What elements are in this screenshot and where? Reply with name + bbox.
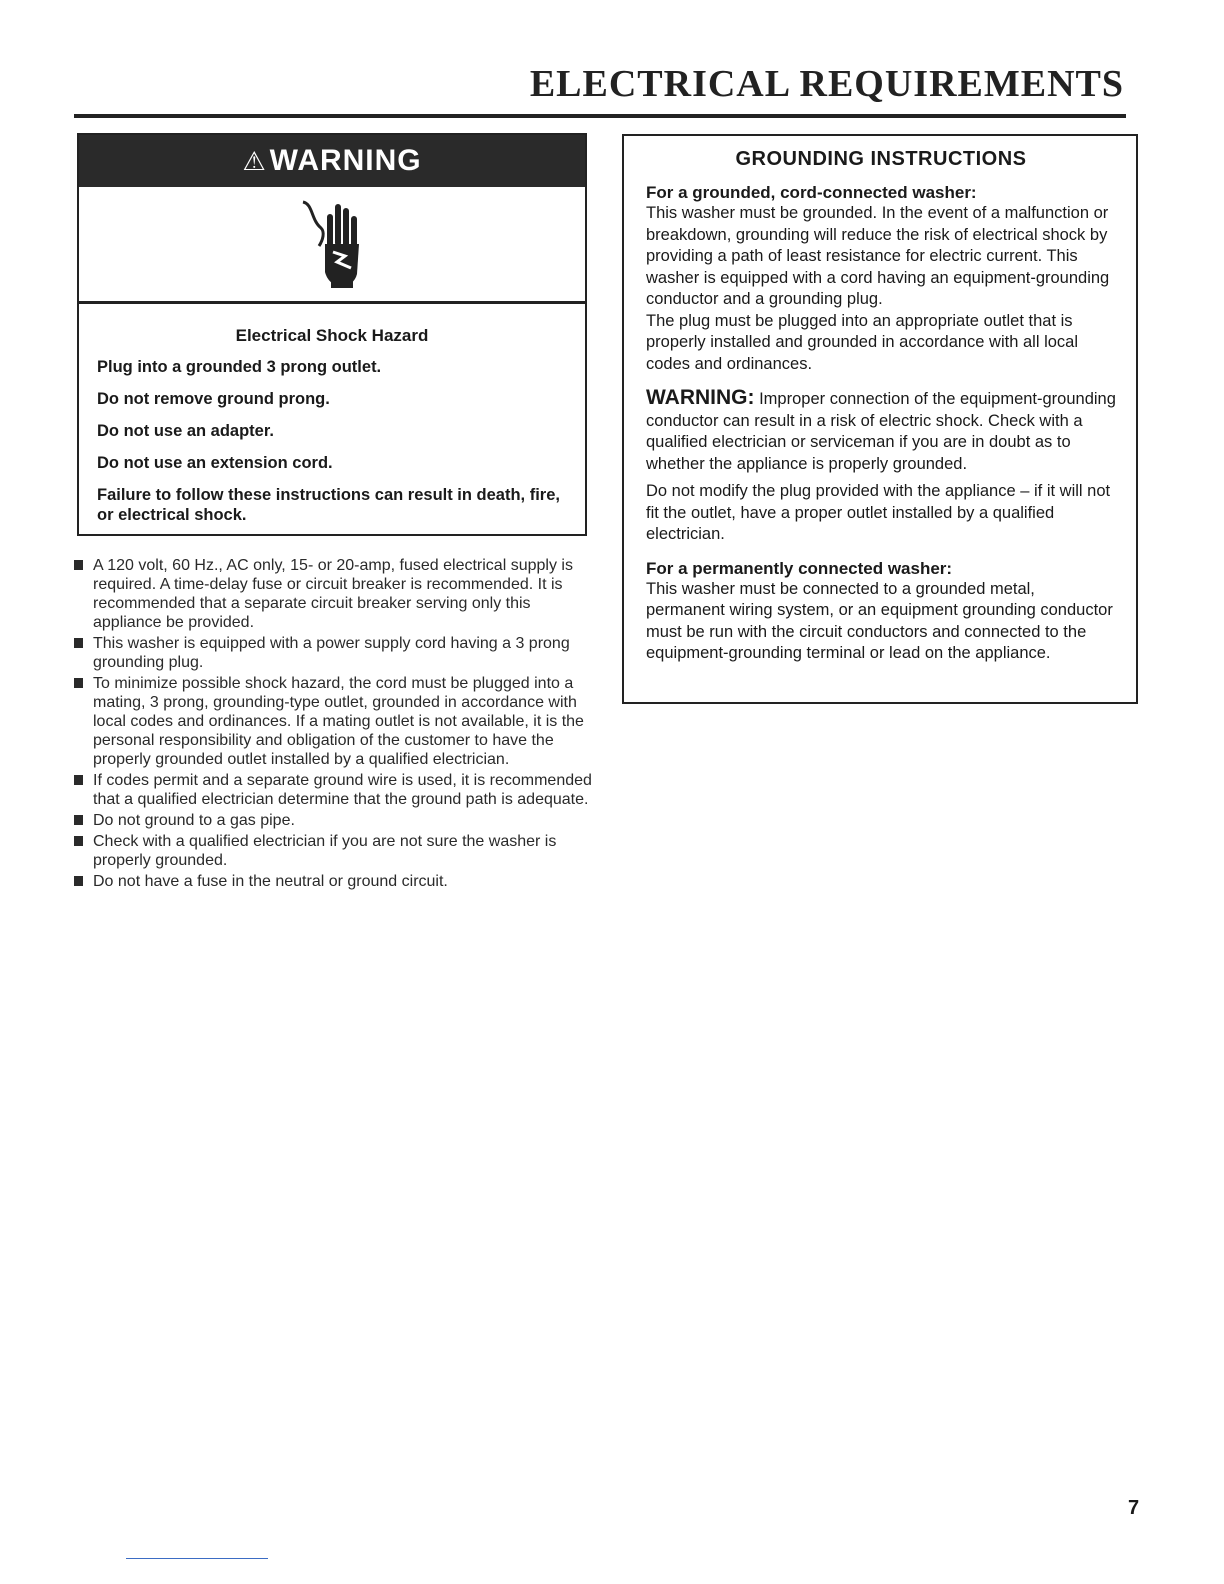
list-item: Do not ground to a gas pipe. bbox=[74, 811, 599, 830]
page-number: 7 bbox=[1128, 1497, 1140, 1519]
grounding-instructions-box bbox=[622, 134, 1138, 704]
bullet-square-icon bbox=[74, 775, 83, 785]
bullet-square-icon bbox=[74, 678, 83, 688]
list-item: Check with a qualified electrician if you are not sure the washer is properly grounded. bbox=[74, 832, 599, 870]
grounding-title: GROUNDING INSTRUCTIONS bbox=[735, 148, 1027, 170]
warning-line: Failure to follow these instructions can result in death, fire, or electrical shock. bbox=[97, 486, 560, 524]
cord-connected-heading: For a grounded, cord-connected washer: bbox=[646, 183, 977, 202]
warning-line: Plug into a grounded 3 prong outlet. bbox=[97, 358, 382, 376]
warning-text: Improper connection of the equipment-grounding conductor can result in a risk of electric shock. Check with a qualified electrician or serviceman if you are in doubt as to whether the appliance is properly grounded. bbox=[646, 390, 1116, 473]
bullet-square-icon bbox=[74, 638, 83, 648]
warning-line: Do not remove ground prong. bbox=[97, 390, 330, 408]
permanent-paragraph: This washer must be connected to a grounded metal, permanent wiring system, or an equipment grounding conductor must be run with the circuit conductors and connected to the equipment-grounding terminal or lead on the appliance. bbox=[646, 579, 1113, 662]
bullet-square-icon bbox=[74, 876, 83, 886]
bullet-square-icon bbox=[74, 815, 83, 825]
warning-box bbox=[77, 133, 587, 536]
warning-pictogram bbox=[79, 187, 585, 304]
list-item: A 120 volt, 60 Hz., AC only, 15- or 20-amp, fused electrical supply is required. A time-delay fuse or circuit breaker is recommended. It is recommended that a separate circuit breaker serving only this appliance be provided. bbox=[74, 556, 599, 632]
warning-triangle-icon: ⚠ bbox=[242, 145, 267, 176]
list-item: Do not have a fuse in the neutral or ground circuit. bbox=[74, 872, 599, 891]
warning-line: Do not use an adapter. bbox=[97, 422, 274, 440]
warning-body bbox=[79, 304, 585, 525]
list-item: This washer is equipped with a power supply cord having a 3 prong grounding plug. bbox=[74, 634, 599, 672]
permanent-heading: For a permanently connected washer: bbox=[646, 558, 953, 578]
title-rule bbox=[74, 114, 1126, 118]
cord-connected-paragraph: This washer must be grounded. In the event of a malfunction or breakdown, grounding will reduce the risk of electrical shock by providing a path of least resistance for electric current. This washer is equipped with a cord having an equipment-grounding conductor and a grounding plug. bbox=[646, 204, 1110, 308]
shock-hand-icon bbox=[297, 198, 367, 290]
hazard-title: Electrical Shock Hazard bbox=[235, 326, 429, 345]
warning-header bbox=[79, 135, 585, 187]
requirements-list bbox=[74, 556, 599, 893]
footer-rule bbox=[126, 1558, 268, 1559]
warning-paragraph bbox=[646, 387, 1116, 475]
page-title: ELECTRICAL REQUIREMENTS bbox=[529, 63, 1124, 105]
list-item: To minimize possible shock hazard, the cord must be plugged into a mating, 3 prong, grounding-type outlet, grounded in accordance with local codes and ordinances. If a mating outlet is not available, it is the personal responsibility and obligation of the customer to have the properly grounded outlet installed by a qualified electrician. bbox=[74, 674, 599, 769]
outlet-paragraph: The plug must be plugged into an appropriate outlet that is properly installed and grounded in accordance with all local codes and ordinances. bbox=[646, 311, 1079, 373]
bullet-square-icon bbox=[74, 560, 83, 570]
warning-line: Do not use an extension cord. bbox=[97, 454, 333, 472]
warning-lead: WARNING: bbox=[646, 386, 755, 409]
modify-plug-paragraph: Do not modify the plug provided with the appliance – if it will not fit the outlet, have a proper outlet installed by a qualified electrician. bbox=[646, 482, 1111, 543]
list-item: If codes permit and a separate ground wire is used, it is recommended that a qualified electrician determine that the ground path is adequate. bbox=[74, 771, 599, 809]
warning-header-label: WARNING bbox=[269, 144, 422, 177]
bullet-square-icon bbox=[74, 836, 83, 846]
